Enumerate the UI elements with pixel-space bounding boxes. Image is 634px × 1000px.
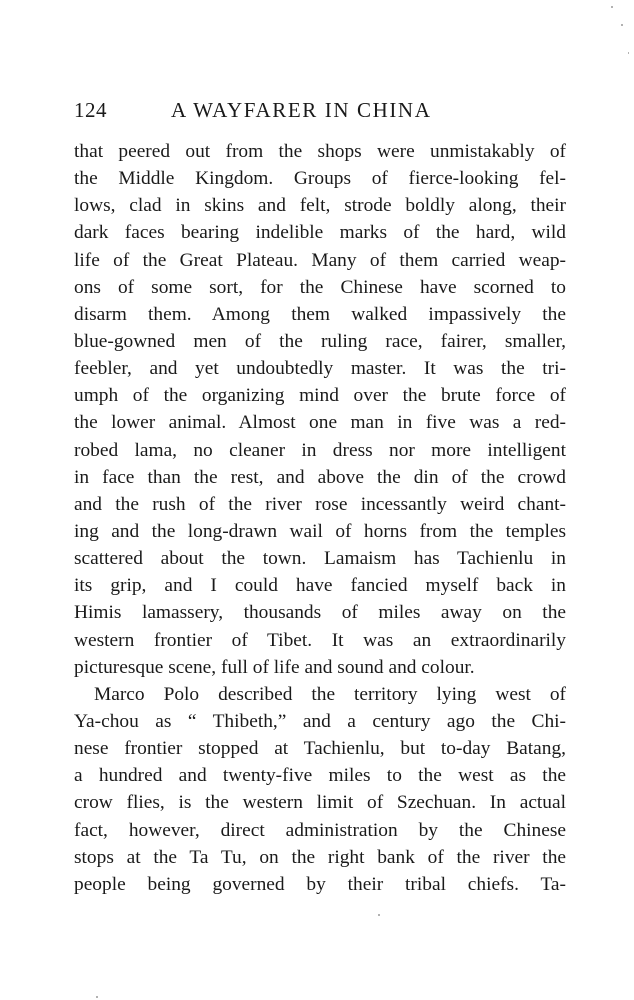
body-text [74,138,566,898]
text-line: dark faces bearing indelible marks of the hard, wild [74,222,566,244]
text-line: umph of the organizing mind over the brute force of [74,385,566,407]
text-line: and the rush of the river rose incessantly weird chant- [74,493,566,515]
paragraph [74,681,566,898]
running-title: A WAYFARER IN CHINA [171,98,432,122]
paragraph [74,138,566,681]
text-line: the Middle Kingdom. Groups of fierce-looking fel- [74,168,566,190]
running-header [74,98,574,130]
text-line: its grip, and I could have fancied myself back in [74,575,566,597]
text-line: a hundred and twenty-five miles to the west as the [74,765,566,787]
text-line: robed lama, no cleaner in dress nor more intelligent [74,439,566,461]
text-line: Himis lamassery, thousands of miles away on the [74,602,566,624]
text-line: feebler, and yet undoubtedly master. It was the tri- [74,358,566,380]
text-line: ons of some sort, for the Chinese have scorned to [74,276,566,298]
text-line: western frontier of Tibet. It was an extraordinarily [74,629,566,651]
text-line: picturesque scene, full of life and sound and colour. [74,656,475,678]
text-line: Ya-chou as “ Thibeth,” and a century ago the Chi- [74,710,566,732]
text-line: lows, clad in skins and felt, strode boldly along, their [74,195,566,217]
text-line: scattered about the town. Lamaism has Tachienlu in [74,548,566,570]
text-line: disarm them. Among them walked impassively the [74,303,566,325]
page-number: 124 [74,98,107,122]
paper-speck [628,52,629,54]
text-line: in face than the rest, and above the din of the crowd [74,466,566,488]
text-line: life of the Great Plateau. Many of them carried weap- [74,249,566,271]
text-line: the lower animal. Almost one man in five was a red- [74,412,566,434]
text-line: that peered out from the shops were unmistakably of [74,141,566,162]
text-line: stops at the Ta Tu, on the right bank of the river the [74,846,566,868]
paper-speck [621,24,623,26]
paper-speck [611,6,613,8]
text-line: people being governed by their tribal chiefs. Ta- [74,873,566,895]
text-line: blue-gowned men of the ruling race, fairer, smaller, [74,330,566,352]
paper-speck [378,914,380,916]
text-line: fact, however, direct administration by the Chinese [74,819,566,841]
paper-speck [96,996,98,998]
text-line: ing and the long-drawn wail of horns from the temples [74,520,566,542]
text-line: crow flies, is the western limit of Szechuan. In actual [74,792,566,814]
text-line: nese frontier stopped at Tachienlu, but to-day Batang, [74,738,566,760]
text-line: Marco Polo described the territory lying west of [94,683,566,705]
